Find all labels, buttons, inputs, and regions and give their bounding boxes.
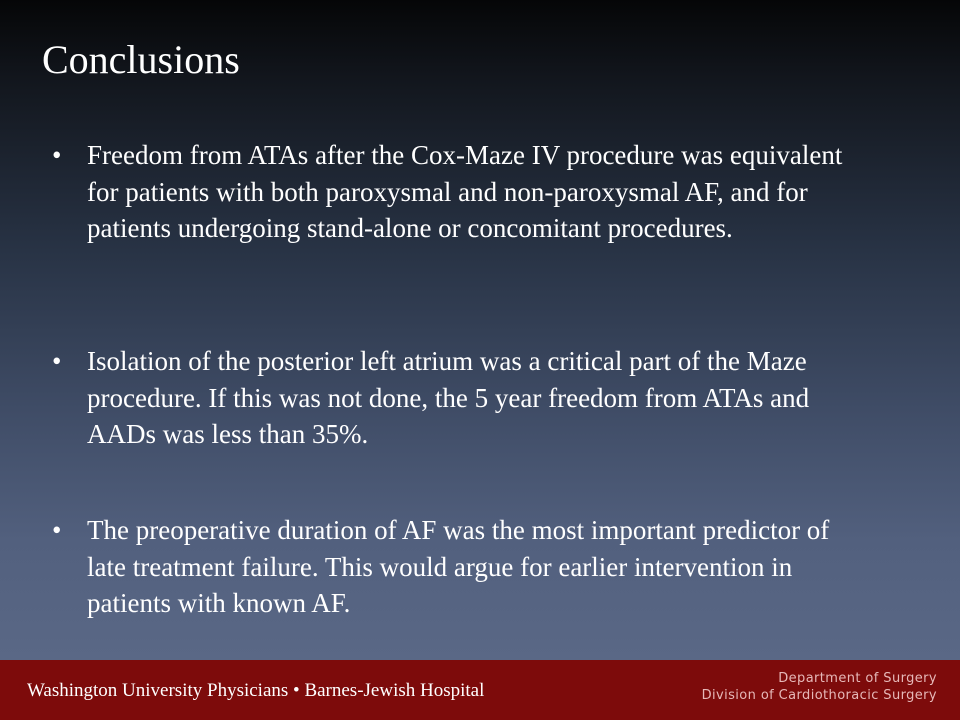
bullet-text: Isolation of the posterior left atrium was a critical part of the Maze procedure. If this was not done, the 5 year freedom from ATAs and AADs was less than 35%. <box>87 346 810 449</box>
bullet-text: Freedom from ATAs after the Cox-Maze IV procedure was equivalent for patients with both paroxysmal and non-paroxysmal AF, and for patients undergoing stand-alone or concomitant procedures. <box>87 140 843 243</box>
bullet-item <box>52 512 872 622</box>
footer-bar <box>0 660 960 720</box>
bullet-dot-icon: • <box>52 140 62 170</box>
bullet-item <box>52 137 872 247</box>
bullet-dot-icon: • <box>52 515 62 545</box>
footer-institution: Washington University Physicians • Barnes-Jewish Hospital <box>27 680 485 701</box>
bullet-dot-icon: • <box>52 346 62 376</box>
bullet-text: The preoperative duration of AF was the most important predictor of late treatment failure. This would argue for earlier intervention in patients with known AF. <box>87 515 830 618</box>
footer-department-block <box>702 670 937 704</box>
footer-department: Department of Surgery <box>778 671 937 686</box>
slide-title: Conclusions <box>42 37 240 82</box>
footer-division: Division of Cardiothoracic Surgery <box>701 688 937 703</box>
bullet-item <box>52 343 872 453</box>
